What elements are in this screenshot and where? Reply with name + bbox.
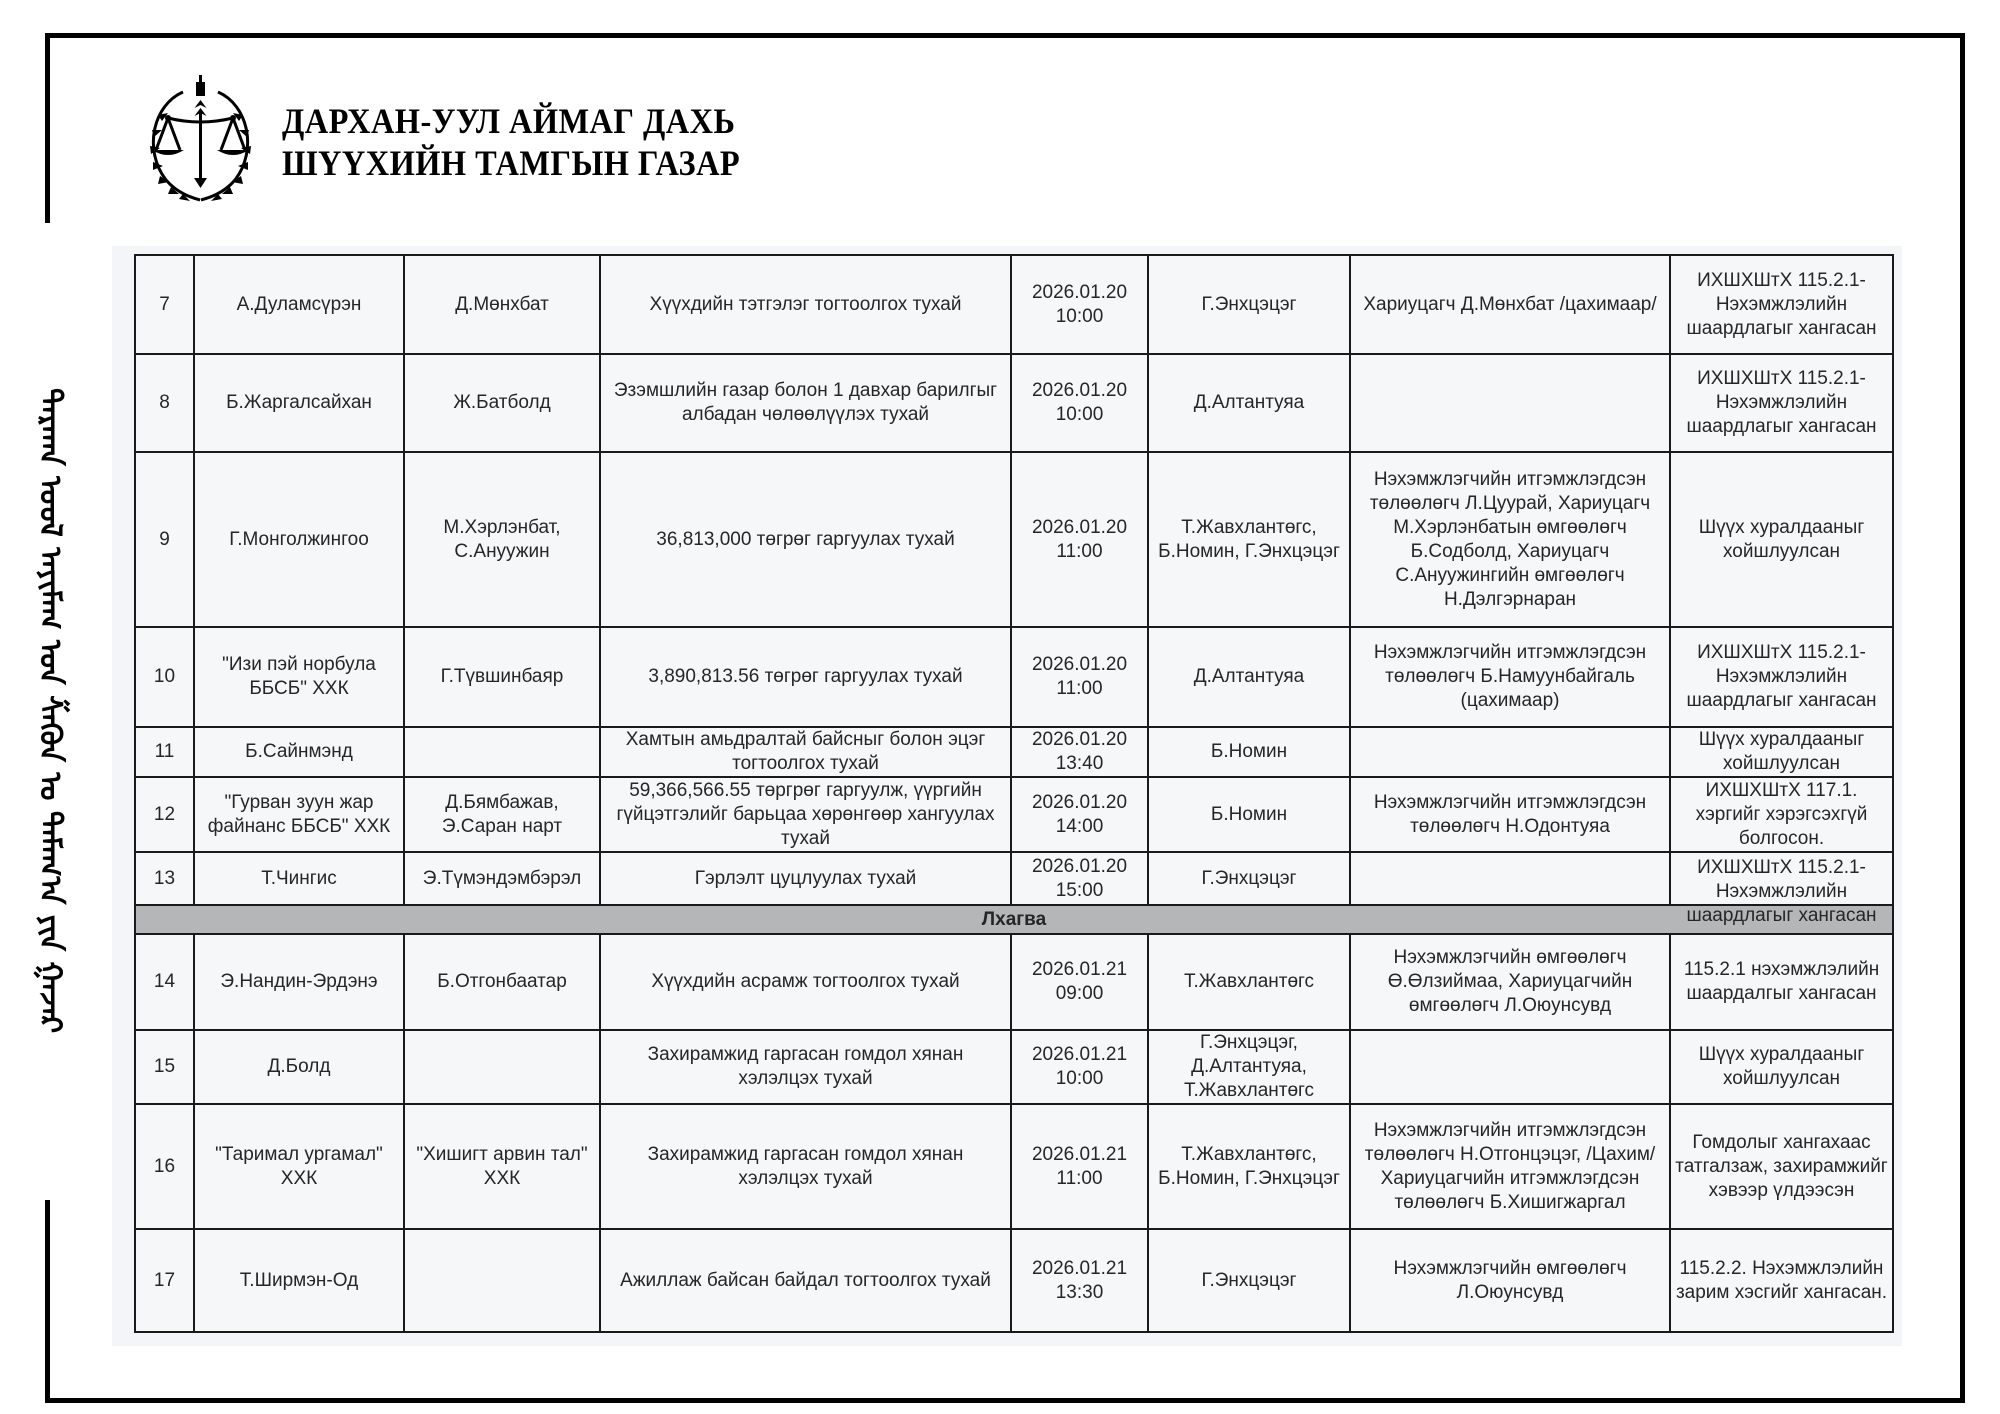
- cell-time: 11:00: [1056, 678, 1103, 699]
- cell-subject-text: Эзэмшлийн газар болон 1 давхар барилгыг албадан чөлөөлүүлэх тухай: [613, 380, 998, 425]
- cell-subject-text: Захирамжид гаргасан гомдол хянан хэлэлцэх тухай: [647, 1143, 964, 1189]
- cell-result: [1670, 852, 1893, 926]
- cell-subject: [600, 1229, 1011, 1332]
- table-body-wednesday: [135, 934, 1893, 1332]
- cell-defendant: [404, 727, 600, 777]
- table-row: [135, 255, 1893, 354]
- cell-date: 2026.01.20: [1031, 516, 1128, 538]
- cell-participants-text: Нэхэмжлэгчийн өмгөөлөгч Л.Оюунсувд: [1393, 1257, 1627, 1303]
- cell-defendant-text: М.Хэрлэнбат, С.Ануужин: [443, 516, 561, 562]
- cell-defendant-text: Б.Отгонбаатар: [437, 971, 567, 992]
- cell-no: [135, 1030, 194, 1104]
- cell-defendant: [404, 354, 600, 452]
- cell-no: [135, 354, 194, 452]
- table-row: [135, 1104, 1893, 1229]
- table-row: [135, 1229, 1893, 1332]
- cell-no-text: 16: [153, 1155, 176, 1177]
- cell-defendant-text: Д.Бямбажав, Э.Саран нарт: [441, 791, 563, 837]
- cell-participants: [1350, 852, 1670, 905]
- cell-time: 13:30: [1055, 1281, 1104, 1303]
- cell-plaintiff: [194, 627, 404, 727]
- cell-plaintiff: [194, 354, 404, 452]
- cell-datetime: [1011, 1229, 1148, 1332]
- organization-title: [282, 100, 740, 184]
- cell-defendant-text: Ж.Батболд: [453, 392, 551, 413]
- cell-subject-text: 3,890,813.56 төгрөг гаргуулах тухай: [648, 666, 963, 687]
- cell-participants-text: Хариуцагч Д.Мөнхбат /цахимаар/: [1363, 293, 1657, 315]
- cell-plaintiff: [194, 1104, 404, 1229]
- cell-participants-text: Нэхэмжлэгчийн итгэмжлэгдсэн төлөөлөгч Н.Одонтуяа: [1373, 791, 1647, 837]
- cell-judge: [1148, 1104, 1350, 1229]
- cell-judge-text: Т.Жавхлантөгс, Б.Номин, Г.Энхцэцэг: [1158, 1143, 1340, 1189]
- cell-defendant-text: Э.Түмэндэмбэрэл: [422, 867, 582, 889]
- cell-subject-text: 59,366,566.55 төргрөг гаргуулж, үүргийн гүйцэтгэлийг барьцаа хөрөнгөөр хангуулах тухай: [616, 779, 995, 849]
- table-row: [135, 354, 1893, 452]
- cell-judge: [1148, 852, 1350, 905]
- cell-result: [1670, 934, 1893, 1030]
- cell-participants: [1350, 777, 1670, 852]
- cell-subject: [600, 627, 1011, 727]
- cell-judge-text: Г.Энхцэцэг, Д.Алтантуяа, Т.Жавхлантөгс: [1183, 1032, 1315, 1101]
- cell-date: 2026.01.20: [1031, 654, 1128, 675]
- cell-date: 2026.01.20: [1031, 729, 1128, 750]
- cell-datetime: [1011, 934, 1148, 1030]
- cell-participants-text: Нэхэмжлэгчийн итгэмжлэгдсэн төлөөлөгч Б.Намуунбайгаль (цахимаар): [1373, 642, 1647, 711]
- cell-participants: [1350, 934, 1670, 1030]
- mongolian-script-text: ᠳᠠᠷᠬᠠᠨ ᠤᠤᠯ ᠠᠶᠢᠮᠠᠭ ᠤᠨ ᠱᠡᠭᠦᠨ ᠤ ᠲᠠᠮᠠᠭ᠎ᠠ ᠶᠢᠨ ᠭᠠᠵᠠᠷ: [32, 388, 68, 1034]
- cell-no: [135, 1229, 194, 1332]
- cell-judge-text: Д.Алтантуяа: [1193, 392, 1305, 413]
- cell-judge-text: Г.Энхцэцэг: [1201, 867, 1297, 889]
- cell-time: 14:00: [1055, 815, 1104, 837]
- cell-result-text: ИХШХШтХ 115.2.1- Нэхэмжлэлийн шаардлагыг хангасан: [1686, 368, 1877, 437]
- cell-result-text: ИХШХШтХ 115.2.1- Нэхэмжлэлийн шаардлагыг хангасан: [1686, 856, 1877, 926]
- cell-datetime: [1011, 1104, 1148, 1229]
- cell-datetime: [1011, 852, 1148, 905]
- cell-no: [135, 727, 194, 777]
- cell-plaintiff: [194, 452, 404, 627]
- cell-plaintiff-text: Б.Жаргалсайхан: [226, 392, 372, 413]
- cell-result: [1670, 1229, 1893, 1332]
- cell-subject: [600, 1104, 1011, 1229]
- cell-result-text: Шүүх хуралдааныг хойшлуулсан: [1698, 516, 1865, 562]
- cell-time: 09:00: [1055, 983, 1104, 1004]
- cell-subject: [600, 354, 1011, 452]
- day-separator: [135, 905, 1893, 934]
- cell-participants: [1350, 1229, 1670, 1332]
- cell-plaintiff-text: "Гурван зуун жар файнанс ББСБ" ХХК: [207, 791, 391, 837]
- cell-plaintiff-text: Т.Ширмэн-Од: [239, 1269, 359, 1291]
- cell-no-text: 12: [153, 803, 176, 825]
- cell-plaintiff-text: "Таримал ургамал" ХХК: [215, 1143, 383, 1189]
- cell-date: 2026.01.20: [1031, 380, 1128, 401]
- cell-judge: [1148, 1030, 1350, 1104]
- cell-defendant: [404, 1229, 600, 1332]
- cell-subject: [600, 777, 1011, 852]
- cell-subject: [600, 934, 1011, 1030]
- cell-defendant: [404, 452, 600, 627]
- cell-subject-text: Хамтын амьдралтай байсныг болон эцэг тогтоолгох тухай: [625, 729, 986, 774]
- cell-subject: [600, 255, 1011, 354]
- cell-subject: [600, 452, 1011, 627]
- cell-subject: [600, 852, 1011, 905]
- cell-no: [135, 255, 194, 354]
- cell-result: [1670, 452, 1893, 627]
- cell-participants-text: Нэхэмжлэгчийн итгэмжлэгдсэн төлөөлөгч Л.Цуурай, Хариуцагч М.Хэрлэнбатын өмгөөлөгч Б.Содболд, Хариуцагч С.Ануужингийн өмгөөлөгч Н.Дэлгэрнаран: [1369, 468, 1651, 610]
- cell-result-text: Шүүх хуралдааныг хойшлуулсан: [1698, 729, 1865, 774]
- cell-judge: [1148, 727, 1350, 777]
- cell-judge: [1148, 354, 1350, 452]
- org-title-line-2: ШҮҮХИЙН ТАМГЫН ГАЗАР: [282, 143, 741, 183]
- cell-subject-text: Захирамжид гаргасан гомдол хянан хэлэлцэх тухай: [647, 1044, 964, 1089]
- cell-no: [135, 934, 194, 1030]
- cell-plaintiff: [194, 852, 404, 905]
- cell-result: [1670, 1104, 1893, 1229]
- cell-participants: [1350, 1030, 1670, 1104]
- cell-participants: [1350, 627, 1670, 727]
- cell-judge: [1148, 452, 1350, 627]
- cell-judge: [1148, 627, 1350, 727]
- cell-date: 2026.01.21: [1031, 959, 1128, 980]
- cell-judge-text: Д.Алтантуяа: [1193, 666, 1305, 687]
- cell-no-text: 8: [159, 392, 170, 413]
- cell-plaintiff: [194, 727, 404, 777]
- cell-defendant: [404, 934, 600, 1030]
- mongolian-script-org-name: [10, 226, 90, 1196]
- table-row: [135, 852, 1893, 905]
- page-frame-bottom: [45, 1398, 1965, 1403]
- cell-no: [135, 627, 194, 727]
- cell-result-text: ИХШХШтХ 115.2.1- Нэхэмжлэлийн шаардлагыг хангасан: [1686, 269, 1877, 339]
- cell-date: 2026.01.21: [1031, 1044, 1128, 1065]
- cell-subject: [600, 1030, 1011, 1104]
- cell-result: [1670, 255, 1893, 354]
- cell-plaintiff: [194, 934, 404, 1030]
- cell-time: 11:00: [1056, 540, 1103, 562]
- cell-defendant: [404, 1104, 600, 1229]
- cell-defendant-text: Г.Түвшинбаяр: [440, 666, 564, 687]
- table-row: [135, 934, 1893, 1030]
- cell-no-text: 7: [159, 293, 170, 315]
- court-emblem-icon: [138, 70, 263, 205]
- cell-judge-text: Б.Номин: [1210, 741, 1288, 762]
- table-row: [135, 727, 1893, 777]
- cell-result: [1670, 777, 1893, 852]
- cell-no-text: 15: [153, 1056, 176, 1077]
- cell-datetime: [1011, 1030, 1148, 1104]
- cell-date: 2026.01.20: [1031, 281, 1128, 303]
- cell-date: 2026.01.20: [1031, 855, 1128, 877]
- cell-defendant: [404, 777, 600, 852]
- cell-plaintiff: [194, 777, 404, 852]
- cell-datetime: [1011, 354, 1148, 452]
- cell-time: 13:40: [1055, 753, 1104, 774]
- cell-judge-text: Г.Энхцэцэг: [1201, 1269, 1297, 1291]
- cell-no: [135, 777, 194, 852]
- cell-subject-text: Гэрлэлт цуцлуулах тухай: [694, 867, 917, 889]
- cell-plaintiff-text: А.Дуламсүрэн: [236, 293, 362, 315]
- table-row: [135, 627, 1893, 727]
- cell-no: [135, 452, 194, 627]
- cell-defendant-text: Д.Мөнхбат: [455, 293, 549, 315]
- cell-judge-text: Т.Жавхлантөгс: [1183, 971, 1315, 992]
- table-row: [135, 1030, 1893, 1104]
- cell-plaintiff-text: Т.Чингис: [261, 867, 337, 889]
- cell-plaintiff-text: Э.Нандин-Эрдэнэ: [220, 971, 378, 992]
- cell-participants-text: Нэхэмжлэгчийн өмгөөлөгч Ө.Өлзиймаа, Хариуцагчийн өмгөөлөгч Л.Оюунсувд: [1387, 947, 1633, 1016]
- cell-subject-text: Ажиллаж байсан байдал тогтоолгох тухай: [620, 1269, 991, 1291]
- cell-judge-text: Т.Жавхлантөгс, Б.Номин, Г.Энхцэцэг: [1158, 516, 1340, 562]
- page-frame-left-top: [45, 33, 50, 223]
- cell-no-text: 17: [153, 1269, 176, 1291]
- cell-time: 10:00: [1055, 305, 1104, 327]
- cell-result-text: ИХШХШтХ 115.2.1- Нэхэмжлэлийн шаардлагыг хангасан: [1686, 642, 1877, 711]
- cell-plaintiff-text: "Изи пэй норбула ББСБ" ХХК: [222, 654, 376, 699]
- cell-judge: [1148, 1229, 1350, 1332]
- cell-result: [1670, 627, 1893, 727]
- table-row: [135, 777, 1893, 852]
- cell-participants: [1350, 452, 1670, 627]
- cell-plaintiff-text: Б.Сайнмэнд: [245, 741, 353, 762]
- cell-result: [1670, 727, 1893, 777]
- cell-time: 10:00: [1055, 1068, 1104, 1089]
- day-label: Лхагва: [135, 905, 1893, 934]
- cell-result: [1670, 354, 1893, 452]
- cell-datetime: [1011, 727, 1148, 777]
- page-frame-top: [45, 33, 1965, 38]
- cell-judge-text: Б.Номин: [1210, 803, 1288, 825]
- cell-participants: [1350, 354, 1670, 452]
- cell-time: 10:00: [1055, 404, 1104, 425]
- cell-no: [135, 1104, 194, 1229]
- cell-result-text: Гомдолыг хангахаас татгалзаж, захирамжийг хэвээр үлдээсэн: [1675, 1131, 1888, 1201]
- cell-subject-text: Хүүхдийн тэтгэлэг тогтоолгох тухай: [649, 293, 962, 315]
- cell-no-text: 9: [159, 528, 170, 550]
- cell-judge: [1148, 777, 1350, 852]
- cell-result-text: Шүүх хуралдааныг хойшлуулсан: [1698, 1044, 1865, 1089]
- cell-judge: [1148, 255, 1350, 354]
- cell-result-text: ИХШХШтХ 117.1. хэргийг хэрэгсэхгүй болгосон.: [1695, 779, 1868, 849]
- day-row-wednesday: [135, 905, 1893, 934]
- cell-defendant: [404, 627, 600, 727]
- cell-datetime: [1011, 777, 1148, 852]
- cell-no-text: 13: [153, 867, 176, 889]
- cell-no-text: 11: [154, 741, 175, 762]
- cell-plaintiff: [194, 255, 404, 354]
- cell-plaintiff-text: Д.Болд: [267, 1056, 331, 1077]
- cell-date: 2026.01.20: [1031, 791, 1128, 813]
- table-row: [135, 452, 1893, 627]
- cell-judge-text: Г.Энхцэцэг: [1201, 293, 1297, 315]
- cell-participants: [1350, 1104, 1670, 1229]
- cell-subject-text: 36,813,000 төгрөг гаргуулах тухай: [656, 528, 955, 550]
- cell-result-text: 115.2.2. Нэхэмжлэлийн зарим хэсгийг хангасан.: [1675, 1257, 1888, 1303]
- hearing-schedule-table: [134, 254, 1894, 1333]
- cell-result-text: 115.2.1 нэхэмжлэлийн шаардалгыг хангасан: [1683, 959, 1880, 1004]
- cell-plaintiff-text: Г.Монголжингоо: [229, 528, 369, 550]
- cell-date: 2026.01.21: [1031, 1143, 1128, 1165]
- cell-no-text: 10: [153, 666, 176, 687]
- page-frame-left-bottom: [45, 1200, 50, 1403]
- cell-datetime: [1011, 452, 1148, 627]
- page-frame-right: [1960, 33, 1965, 1403]
- cell-datetime: [1011, 627, 1148, 727]
- cell-time: 11:00: [1056, 1167, 1103, 1189]
- cell-plaintiff: [194, 1030, 404, 1104]
- cell-participants: [1350, 727, 1670, 777]
- cell-judge: [1148, 934, 1350, 1030]
- cell-result: [1670, 1030, 1893, 1104]
- cell-no-text: 14: [153, 971, 176, 992]
- cell-datetime: [1011, 255, 1148, 354]
- cell-defendant: [404, 852, 600, 905]
- cell-no: [135, 852, 194, 905]
- cell-subject: [600, 727, 1011, 777]
- cell-defendant-text: "Хишигт арвин тал" ХХК: [416, 1143, 588, 1189]
- cell-defendant: [404, 1030, 600, 1104]
- cell-date: 2026.01.21: [1031, 1257, 1128, 1279]
- cell-subject-text: Хүүхдийн асрамж тогтоолгох тухай: [651, 971, 960, 992]
- cell-defendant: [404, 255, 600, 354]
- cell-time: 15:00: [1055, 879, 1104, 901]
- cell-plaintiff: [194, 1229, 404, 1332]
- org-title-line-1: ДАРХАН-УУЛ АЙМАГ ДАХЬ: [282, 101, 736, 141]
- cell-participants: [1350, 255, 1670, 354]
- cell-participants-text: Нэхэмжлэгчийн итгэмжлэгдсэн төлөөлөгч Н.Отгонцэцэг, /Цахим/ Хариуцагчийн итгэмжлэгдсэн төлөөлөгч Б.Хишигжаргал: [1364, 1119, 1656, 1213]
